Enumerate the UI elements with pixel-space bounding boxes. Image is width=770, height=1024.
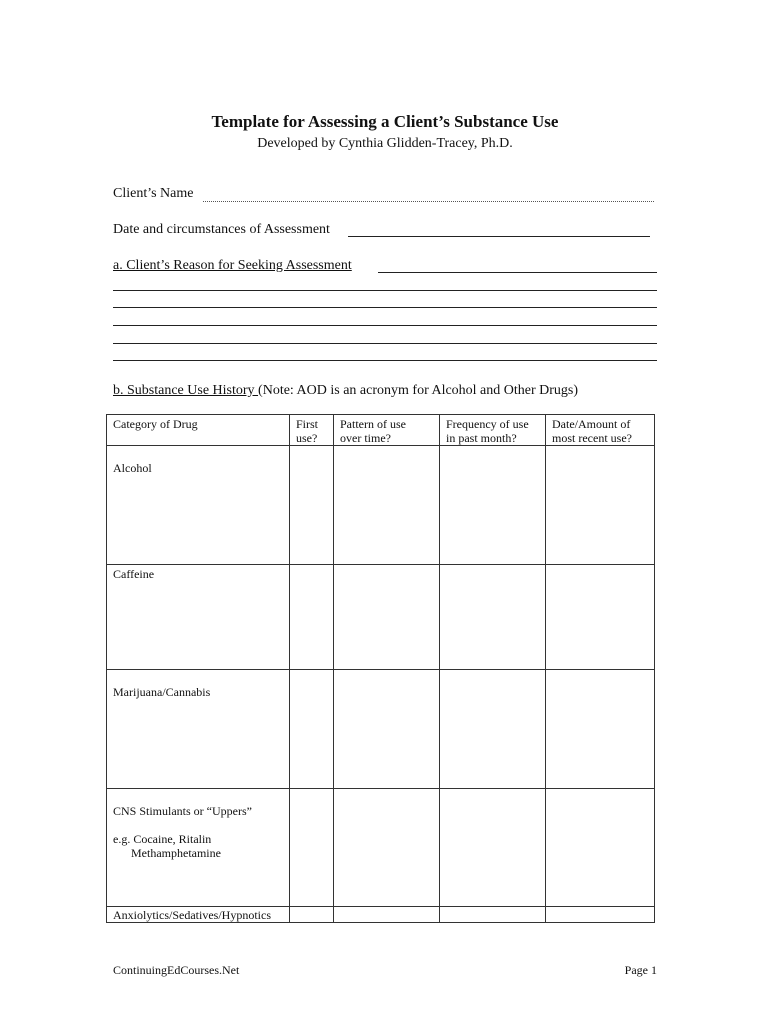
section-b-note: (Note: AOD is an acronym for Alcohol and Other Drugs) xyxy=(258,383,579,398)
cell-caffeine-pattern[interactable] xyxy=(334,565,440,670)
cell-cns-pattern[interactable] xyxy=(334,789,440,907)
client-name-label: Client’s Name xyxy=(113,186,194,201)
table-row xyxy=(107,446,655,565)
cell-alcohol-pattern[interactable] xyxy=(334,446,440,565)
cell-caffeine-recent[interactable] xyxy=(546,565,655,670)
row-label-cns-stimulants: CNS Stimulants or “Uppers” e.g. Cocaine, Ritalin Methamphetamine xyxy=(107,789,290,907)
cell-marijuana-frequency[interactable] xyxy=(440,670,546,789)
table-header-row xyxy=(107,415,655,446)
row-label-marijuana: Marijuana/Cannabis xyxy=(107,670,290,789)
row-label-alcohol: Alcohol xyxy=(107,446,290,565)
cell-marijuana-pattern[interactable] xyxy=(334,670,440,789)
footer-source: ContinuingEdCourses.Net xyxy=(113,963,240,977)
cell-caffeine-frequency[interactable] xyxy=(440,565,546,670)
section-b-heading xyxy=(113,383,578,399)
cell-anxiolytics-recent[interactable] xyxy=(546,907,655,923)
cell-alcohol-frequency[interactable] xyxy=(440,446,546,565)
document-subtitle: Developed by Cynthia Glidden-Tracey, Ph.D. xyxy=(257,136,513,151)
cell-alcohol-recent[interactable] xyxy=(546,446,655,565)
cell-anxiolytics-frequency[interactable] xyxy=(440,907,546,923)
cell-anxiolytics-pattern[interactable] xyxy=(334,907,440,923)
document-title: Template for Assessing a Client’s Substance Use xyxy=(211,112,559,131)
header-frequency: Frequency of use in past month? xyxy=(440,415,546,446)
reason-line-5[interactable] xyxy=(113,343,657,344)
table-row xyxy=(107,670,655,789)
section-b-label: b. Substance Use History xyxy=(113,383,259,398)
table-row xyxy=(107,789,655,907)
date-circumstances-label: Date and circumstances of Assessment xyxy=(113,222,330,237)
header-pattern: Pattern of use over time? xyxy=(334,415,440,446)
cell-alcohol-first-use[interactable] xyxy=(290,446,334,565)
date-circumstances-field[interactable] xyxy=(348,236,650,237)
substance-use-table xyxy=(106,414,655,923)
reason-line-2[interactable] xyxy=(113,290,657,291)
section-a-label: a. Client’s Reason for Seeking Assessment xyxy=(113,258,352,273)
cell-marijuana-first-use[interactable] xyxy=(290,670,334,789)
reason-line-6[interactable] xyxy=(113,360,657,361)
client-name-field[interactable] xyxy=(203,201,654,202)
row-label-caffeine: Caffeine xyxy=(107,565,290,670)
table-row xyxy=(107,907,655,923)
cell-anxiolytics-first-use[interactable] xyxy=(290,907,334,923)
header-recent-use: Date/Amount of most recent use? xyxy=(546,415,655,446)
reason-line-3[interactable] xyxy=(113,307,657,308)
cell-caffeine-first-use[interactable] xyxy=(290,565,334,670)
cell-cns-first-use[interactable] xyxy=(290,789,334,907)
row-label-anxiolytics: Anxiolytics/Sedatives/Hypnotics xyxy=(107,907,290,923)
cell-marijuana-recent[interactable] xyxy=(546,670,655,789)
footer-page-number: Page 1 xyxy=(624,963,657,977)
reason-line-4[interactable] xyxy=(113,325,657,326)
cell-cns-frequency[interactable] xyxy=(440,789,546,907)
table-row xyxy=(107,565,655,670)
header-first-use: First use? xyxy=(290,415,334,446)
header-category: Category of Drug xyxy=(107,415,290,446)
cell-cns-recent[interactable] xyxy=(546,789,655,907)
reason-line-1[interactable] xyxy=(378,272,657,273)
